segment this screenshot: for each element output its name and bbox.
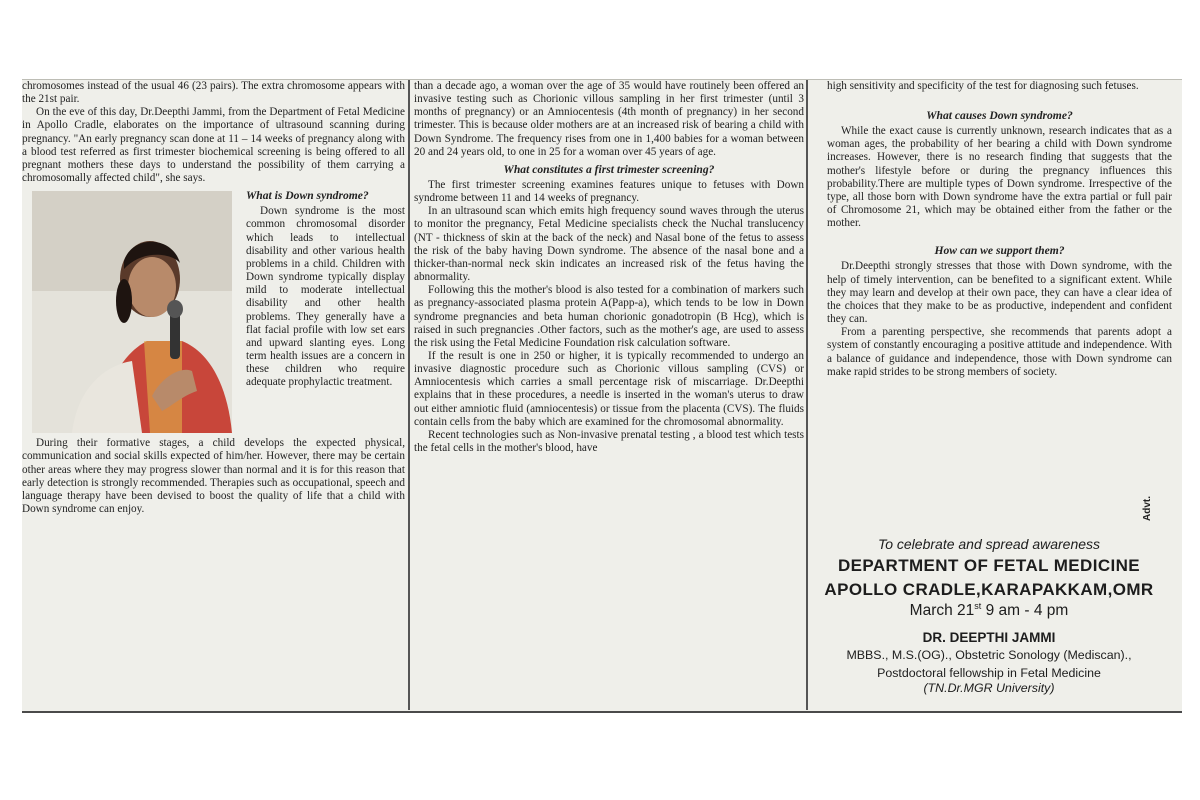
ad-date-suffix: st — [974, 601, 982, 611]
paragraph-first-trimester: The first trimester screening examines features unique to fetuses with Down syndrome between 11 and 14 weeks of pregnancy. — [414, 178, 804, 205]
paragraph-decade: than a decade ago, a woman over the age of 35 would have routinely been offered an invasive testing such as Chorionic villous sampling in her first trimester (until 3 months of pregnancy) or an Amniocentesis (4th month of pregnancy) in her second trimester. This is because older mothers are at an increased risk of bearing a child with Down Syndrome. The frequency rises from one in 1,400 babies for a woman between 20 and 24 years old, to one in 25 for a woman over 45 years of age. — [414, 80, 804, 158]
paragraph-support: Dr.Deepthi strongly stresses that those with Down syndrome, with the help of timely intervention, can be benefited to a significant extent. While they may learn and develop at their own pace, they can have a clear idea of the choices that they make to be as productive, independent and confident they can. — [827, 260, 1172, 326]
ad-department: DEPARTMENT OF FETAL MEDICINE — [837, 556, 1141, 575]
ad-qualifications-2: Postdoctoral fellowship in Fetal Medicine — [877, 666, 1101, 681]
ad-date — [809, 601, 1169, 620]
paragraph-sensitivity: high sensitivity and specificity of the test for diagnosing such fetuses. — [827, 80, 1139, 92]
column-divider — [408, 80, 410, 710]
paragraph-causes: While the exact cause is currently unknown, research indicates that as a woman ages, the probability of her bearing a child with Down syndrome increases. However, there is no research finding that suggests that the mother's lifestyle before or during the pregnancy influences this probability.There are multiple types of Down syndrome. Irrespective of the type, all those born with Down syndrome have the extra partial or full pair of Chromosome 21, which may be obtained either from the father or the mother. — [827, 125, 1172, 230]
paragraph-result: If the result is one in 250 or higher, it is typically recommended to undergo an invasive diagnostic procedure such as Chorionic villous sampling (CVS) or Amniocentesis which carries a small percentage risk of miscarriage. Dr.Deepthi explains that in these procedures, a needle is inserted in the woman's uterus to draw out either amniotic fluid (amniocentesis) or tissue from the placenta (CVS). The fluids contain cells from the baby which are examined for the chromosomal abnormality. — [414, 349, 804, 428]
paragraph-ultrasound: In an ultrasound scan which emits high frequency sound waves through the uterus to monitor the pregnancy, Fetal Medicine specialists check the Nuchal translucency (NT - thickness of skin at the back of the neck) and Nasal bone of the fetus to assess the risk of the baby having Down syndrome. The absence of the nasal bone and a thicker-than-normal neck skin indicates an increased risk of the fetus having the abnormality. — [414, 205, 804, 284]
ad-qualifications-1: MBBS., M.S.(OG)., Obstetric Sonology (Mediscan)., — [846, 648, 1132, 663]
event-advertisement — [809, 526, 1169, 711]
column-divider — [806, 80, 808, 710]
advertisement-label: Advt. — [1142, 496, 1153, 521]
heading-causes: What causes Down syndrome? — [926, 109, 1073, 123]
heading-support: How can we support them? — [934, 244, 1065, 258]
paragraph-eve: On the eve of this day, Dr.Deepthi Jammi, from the Department of Fetal Medicine in Apollo Cradle, elaborates on the importance of ultrasound scanning during pregnancy. "An early pregnancy scan done at 11 – 14 weeks of pregnancy along with a blood test referred as first trimester biochemical screening is being offered to all pregnant mothers these days to understand the possibility of them carrying a chromosomally affected child", she says. — [22, 106, 405, 185]
paragraph-what-is: Down syndrome is the most common chromosomal disorder which leads to intellectual disability and other various health problems in a child. Children with Down syndrome typically display mild to moderate intellectual disability and other health problems. They generally have a flat facial profile with low set ears and upward slanting eyes. Long term health issues are a concern in these children who require adequate prophylactic treatment. — [246, 205, 405, 389]
column-1 — [22, 80, 405, 710]
ad-university: (TN.Dr.MGR University) — [923, 681, 1055, 696]
doctor-portrait-image — [32, 191, 232, 433]
paragraph-parenting: From a parenting perspective, she recommends that parents adopt a system of constantly encouraging a positive attitude and independence. With a balance of guidance and independence, those with Down syndrome can make rapid strides to be strong members of society. — [827, 326, 1172, 378]
paragraph-intro-continued: chromosomes instead of the usual 46 (23 pairs). The extra chromosome appears with the 21st pair. — [22, 80, 405, 106]
paragraph-following: Following this the mother's blood is also tested for a combination of markers such as pregnancy-associated plasma protein A(Papp-a), which tends to be low in Down syndrome pregnancies and beta human chorionic gonadotropin (B Hcg), which is raised in such pregnancies .Other factors, such as the mother's age, are used to assess the risk using the Fetal Medicine Foundation risk calculation software. — [414, 284, 804, 349]
ad-location: APOLLO CRADLE,KARAPAKKAM,OMR — [824, 580, 1154, 599]
paragraph-recent-tech: Recent technologies such as Non-invasive prenatal testing , a blood test which tests the fetal cells in the mother's blood, have — [414, 428, 804, 455]
ad-date-day: March 21 — [909, 602, 975, 620]
ad-tagline: To celebrate and spread awareness — [877, 536, 1101, 552]
heading-first-trimester: What constitutes a first trimester screening? — [503, 162, 715, 176]
column-2 — [414, 80, 804, 710]
heading-what-is-down-syndrome: What is Down syndrome? — [246, 189, 369, 203]
paragraph-formative: During their formative stages, a child develops the expected physical, communication and social skills expected of him/her. However, there may be certain other areas where they may progress slower than normal and it is for this reason that early detection is strongly recommended. Therapies such as occupational, speech and language therapy have been devised to boost the quality of life that a child with Down syndrome can enjoy. — [22, 437, 405, 516]
ad-date-time: 9 am - 4 pm — [981, 602, 1069, 620]
doctor-photo — [32, 191, 232, 433]
ad-doctor-name: DR. DEEPTHI JAMMI — [922, 630, 1056, 646]
